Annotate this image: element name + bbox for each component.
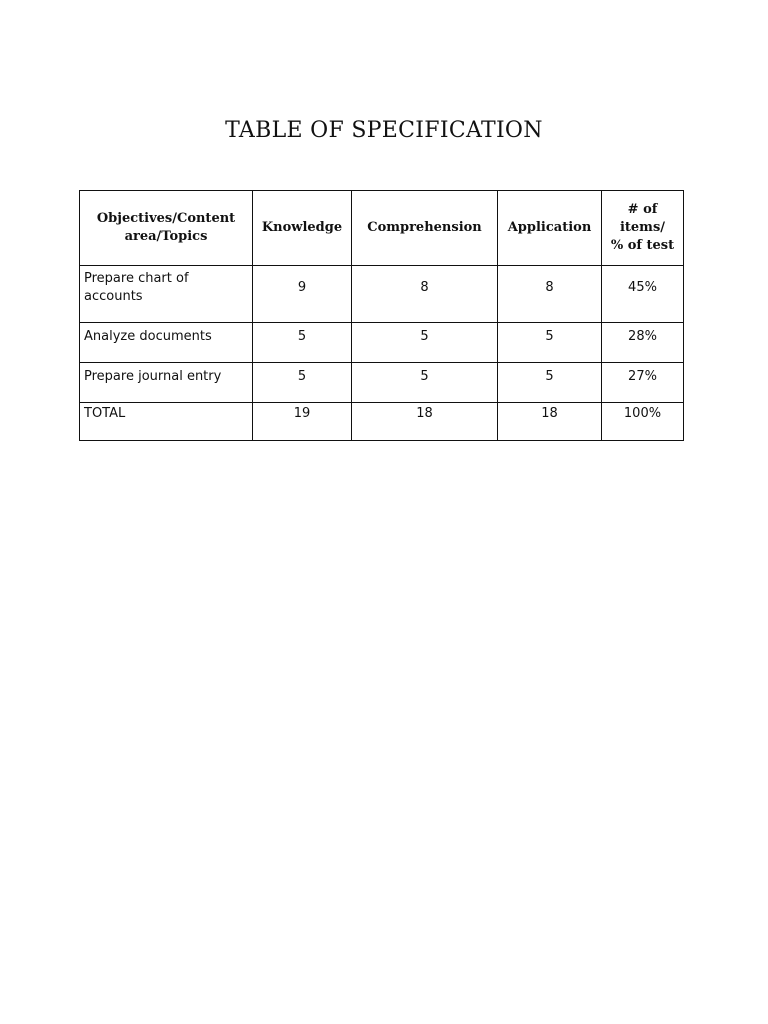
cell-knowledge: 9 [253,266,352,323]
page-title: TABLE OF SPECIFICATION [225,118,543,143]
specification-table [79,190,684,441]
header-application: Application [498,191,602,266]
cell-knowledge: 19 [253,403,352,441]
cell-application: 18 [498,403,602,441]
table-row-total [80,403,684,441]
cell-percent: 45% [602,266,684,323]
table-row [80,323,684,363]
table-row [80,266,684,323]
header-knowledge: Knowledge [253,191,352,266]
cell-topic: TOTAL [80,403,253,441]
header-topics: Objectives/Content area/Topics [80,191,253,266]
cell-comprehension: 5 [352,323,498,363]
header-items-percent: # of items/ % of test [602,191,684,266]
cell-application: 8 [498,266,602,323]
cell-comprehension: 5 [352,363,498,403]
cell-knowledge: 5 [253,363,352,403]
cell-comprehension: 18 [352,403,498,441]
cell-percent: 28% [602,323,684,363]
cell-knowledge: 5 [253,323,352,363]
cell-topic: Prepare journal entry [80,363,253,403]
header-comprehension: Comprehension [352,191,498,266]
cell-application: 5 [498,363,602,403]
cell-topic: Analyze documents [80,323,253,363]
cell-percent: 27% [602,363,684,403]
cell-comprehension: 8 [352,266,498,323]
table-row [80,363,684,403]
cell-percent: 100% [602,403,684,441]
table-header-row [80,191,684,266]
cell-application: 5 [498,323,602,363]
cell-topic: Prepare chart of accounts [80,266,253,323]
